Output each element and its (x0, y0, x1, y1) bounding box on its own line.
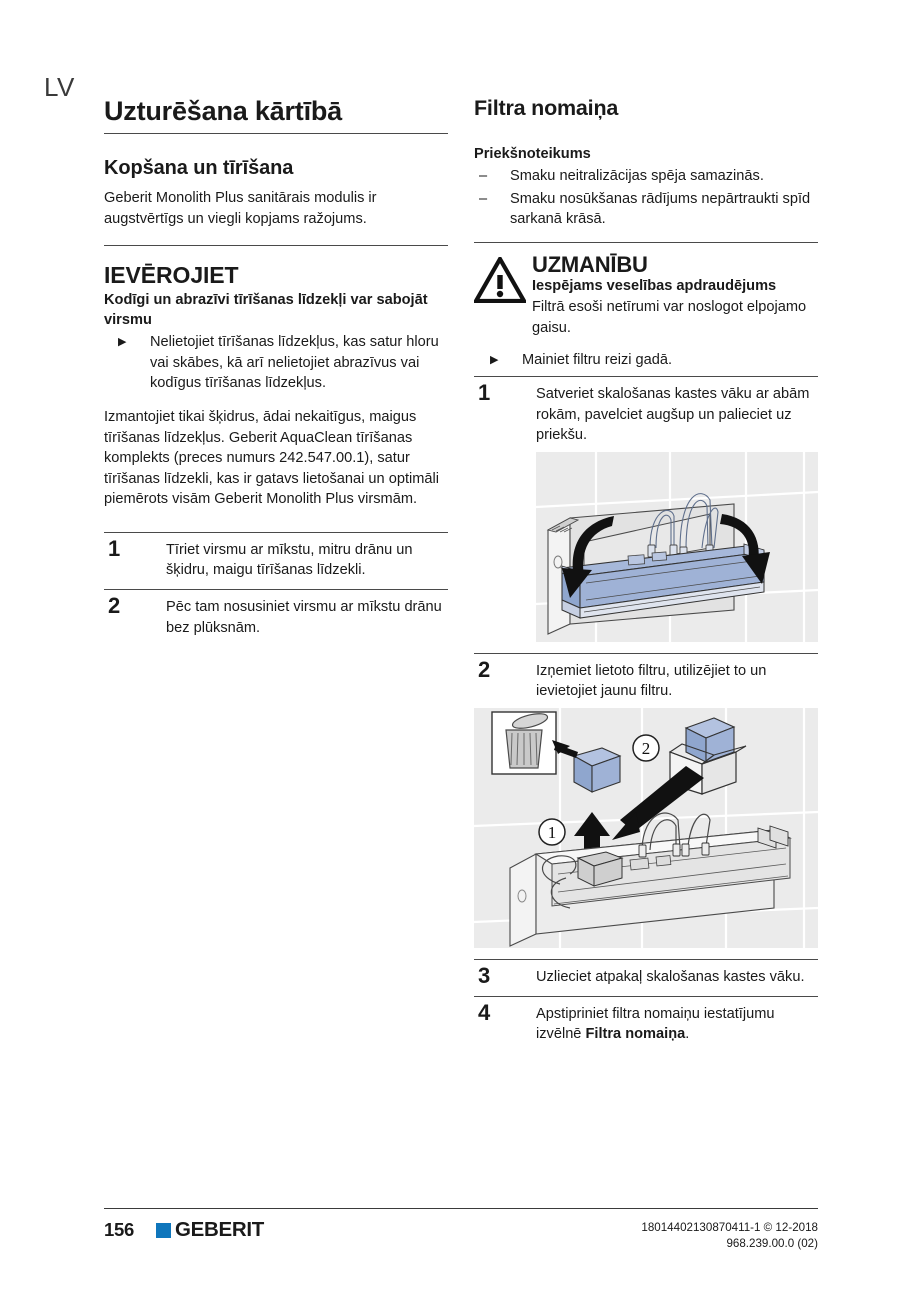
cleaning-agent-paragraph: Izmantojiet tikai šķidrus, ādai nekaitīgus, maigus tīrīšanas līdzekļus. Geberit AquaClean tīrīšanas komplekts (preces numurs 242.547.00.1), satur tīrīšanas līdzekli, kas ir gatavs lietošanai un optimāli piemērots visām Geberit Monolith Plus virsmām. (104, 409, 440, 508)
two-column-body (104, 96, 818, 1186)
right-step-1 (474, 376, 818, 652)
step-text-composite (536, 1004, 818, 1045)
section-heading-care: Kopšana un tīrīšana (104, 157, 294, 180)
caution-action-list (474, 350, 818, 370)
step-text: Satveriet skalošanas kastes vāku ar abām rokām, pavelciet augšup un palieciet uz priekšu. (536, 386, 810, 444)
title-divider (104, 133, 448, 134)
prerequisite-heading: Priekšnoteikums (474, 145, 591, 162)
right-step-2 (474, 653, 818, 959)
logo-square-icon (156, 1223, 171, 1238)
right-step-3 (474, 959, 818, 996)
document-identifiers (641, 1218, 818, 1253)
notice-divider-top (104, 245, 448, 246)
left-column (104, 96, 448, 647)
warning-triangle-icon (474, 253, 532, 303)
page-footer (104, 1208, 818, 1253)
step-number: 4 (478, 999, 491, 1025)
step-text: Uzlieciet atpakaļ skalošanas kastes vāku. (536, 968, 805, 985)
brand-name: GEBERIT (174, 1218, 264, 1241)
right-step-4 (474, 996, 818, 1054)
prerequisite-list (474, 166, 818, 229)
svg-text:2: 2 (641, 738, 651, 758)
language-tag: LV (44, 72, 75, 102)
svg-text:1: 1 (547, 822, 557, 842)
step-number: 2 (108, 593, 121, 619)
step-text: Izņemiet lietoto filtru, utilizējiet to un ievietojiet jaunu filtru. (536, 662, 767, 700)
geberit-logo (156, 1218, 264, 1242)
footer-divider (104, 1208, 818, 1209)
cistern-cover-removal-illustration (474, 452, 818, 642)
section-intro-text: Geberit Monolith Plus sanitārais modulis ir augstvērtīgs un viegli kopjams ražojums. (104, 190, 377, 227)
step-text-lead: Apstipriniet filtra nomaiņu iestatījumu izvēlnē (536, 1005, 775, 1043)
step-text: Pēc tam nosusiniet virsmu ar mīkstu drānu bez plūksnām. (166, 599, 442, 636)
step-number: 1 (108, 535, 121, 561)
left-step-1 (104, 532, 448, 590)
right-column (474, 96, 818, 1054)
list-item: ▶ Mainiet filtru reizi gadā. (474, 350, 818, 370)
step-number: 3 (478, 962, 491, 988)
step-text-tail: . (685, 1026, 690, 1043)
caution-action-wrap (474, 350, 818, 370)
list-item: – Smaku nosūkšanas rādījums nepārtraukti spīd sarkanā krāsā. (474, 189, 818, 230)
page-title: Uzturēšana kārtībā (104, 96, 342, 126)
page-number: 156 (104, 1219, 134, 1240)
list-item: ▶ Nelietojiet tīrīšanas līdzekļus, kas satur hloru vai skābes, kā arī nelietojiet abrazīvus vai kodīgus tīrīšanas līdzekļus. (104, 332, 448, 393)
list-item: – Smaku neitralizācijas spēja samazinās. (474, 166, 818, 186)
caution-box (474, 242, 818, 371)
step-number: 1 (478, 380, 491, 406)
caution-word: UZMANĪBU (532, 251, 648, 277)
doc-version: 968.239.00.0 (02) (726, 1237, 818, 1251)
step-text: Tīriet virsmu ar mīkstu, mitru drānu un šķidru, maigu tīrīšanas līdzekli. (166, 541, 413, 578)
filter-replacement-illustration (474, 708, 818, 948)
filter-replacement-title: Filtra nomaiņa (474, 96, 619, 120)
caution-subject: Iespējams veselības apdraudējums (532, 277, 777, 294)
caution-text: Filtrā esoši netīrumi var noslogot elpojamo gaisu. (532, 299, 807, 336)
notice-bullet-list (104, 332, 448, 393)
notice-word: IEVĒROJIET (104, 262, 239, 289)
notice-subject: Kodīgi un abrazīvi tīrīšanas līdzekļi var sabojāt virsmu (104, 292, 428, 328)
doc-code: 18014402130870411-1 © 12-2018 (641, 1221, 818, 1234)
menu-name-emphasis: Filtra nomaiņa (585, 1026, 686, 1043)
step-number: 2 (478, 656, 491, 682)
left-step-2 (104, 589, 448, 647)
